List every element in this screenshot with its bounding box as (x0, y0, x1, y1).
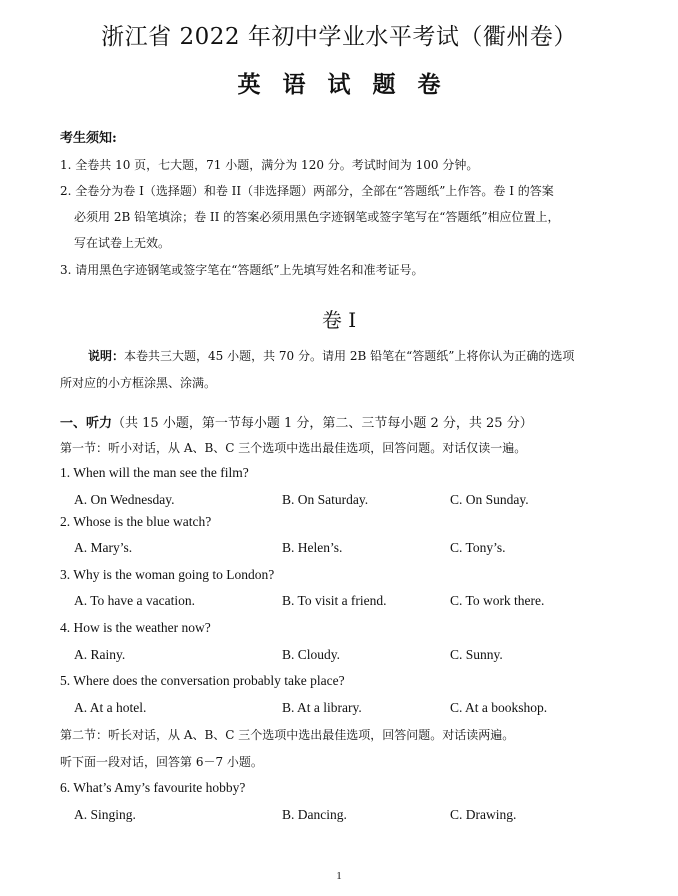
option-b: B. On Saturday. (282, 492, 369, 507)
section1-intro: 第一节：听小对话，从 A、B、C 三个选项中选出最佳选项，回答问题。对话仅读一遍。 (60, 441, 527, 455)
part-instruction (88, 347, 574, 364)
notice-heading: 考生须知: (60, 131, 117, 146)
question-2: 2. Whose is the blue watch? (60, 514, 212, 529)
notice-item: 3. 请用黑色字迹钢笔或签字笔在“答题纸”上先填写姓名和准考证号。 (60, 263, 424, 277)
listening-heading (60, 412, 533, 431)
notice-item: 2. 全卷分为卷 I（选择题）和卷 II（非选择题）两部分，全部在“答题纸”上作答。卷 I 的答案 (60, 184, 554, 198)
question-1: 1. When will the man see the film? (60, 465, 249, 480)
notice-item: 1. 全卷共 10 页，七大题，71 小题，满分为 120 分。考试时间为 100 分钟。 (60, 158, 479, 172)
option-c: C. Sunny. (450, 647, 503, 662)
option-c: C. Tony’s. (450, 540, 506, 555)
instruction-label: 说明： (88, 349, 125, 363)
option-b: B. Cloudy. (282, 647, 341, 662)
option-a: A. At a hotel. (74, 700, 147, 715)
option-b: B. Helen’s. (282, 540, 343, 555)
section-heading: 一、听力 (60, 416, 113, 431)
option-a: A. Mary’s. (74, 540, 133, 555)
option-b: B. Dancing. (282, 807, 347, 822)
question-5: 5. Where does the conversation probably take place? (60, 673, 345, 688)
option-c: C. On Sunday. (450, 492, 529, 507)
option-b: B. At a library. (282, 700, 362, 715)
option-a: A. Rainy. (74, 647, 126, 662)
exam-title: 浙江省 2022 年初中学业水平考试（衢州卷） (101, 24, 577, 50)
instruction-text: 本卷共三大题，45 小题，共 70 分。请用 2B 铅笔在“答题纸”上将你认为正确的选项 (124, 349, 575, 363)
option-c: C. Drawing. (450, 807, 517, 822)
option-a: A. On Wednesday. (74, 492, 175, 507)
section-detail: （共 15 小题，第一节每小题 1 分，第二、三节每小题 2 分，共 25 分） (112, 416, 533, 431)
option-b: B. To visit a friend. (282, 593, 387, 608)
notice-item-continued: 必须用 2B 铅笔填涂；卷 II 的答案必须用黑色字迹钢笔或签字笔写在“答题纸”相应位置上， (74, 210, 560, 224)
part-instruction-continued: 所对应的小方框涂黑、涂满。 (60, 376, 217, 390)
question-4: 4. How is the weather now? (60, 620, 211, 635)
question-3: 3. Why is the woman going to London? (60, 567, 275, 582)
page-number: 1 (336, 870, 342, 882)
question-6: 6. What’s Amy’s favourite hobby? (60, 780, 246, 795)
option-a: A. Singing. (74, 807, 136, 822)
option-a: A. To have a vacation. (74, 593, 196, 608)
section2-sub-intro: 听下面一段对话，回答第 6－7 小题。 (60, 755, 263, 769)
exam-subtitle: 英语试题卷 (237, 71, 463, 98)
section2-intro: 第二节：听长对话，从 A、B、C 三个选项中选出最佳选项，回答问题。对话读两遍。 (60, 728, 515, 742)
option-c: C. To work there. (450, 593, 545, 608)
paper-part-title: 卷 I (321, 308, 357, 332)
notice-item-continued: 写在试卷上无效。 (74, 236, 171, 250)
option-c: C. At a bookshop. (450, 700, 548, 715)
